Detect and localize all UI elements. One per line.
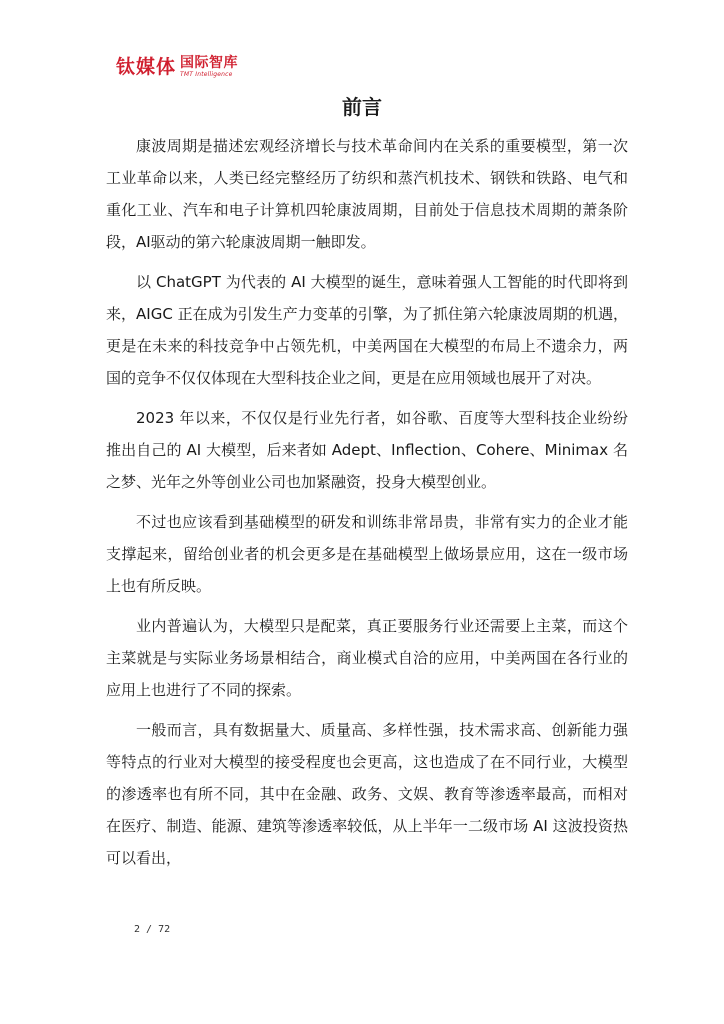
paragraph: 一般而言，具有数据量大、质量高、多样性强，技术需求高、创新能力强等特点的行业对大模型的接受程度也会更高，这也造成了在不同行业，大模型的渗透率也有所不同，其中在金融、政务、文娱、教育等渗透率最高，而相对在医疗、制造、能源、建筑等渗透率较低，从上半年一二级市场 AI 这波投资热可以看出， xyxy=(106,721,628,867)
paragraph: 业内普遍认为，大模型只是配菜，真正要服务行业还需要上主菜，而这个主菜就是与实际业务场景相结合，商业模式自洽的应用，中美两国在各行业的应用上也进行了不同的探索。 xyxy=(106,617,628,699)
logo xyxy=(116,56,238,78)
body-text xyxy=(106,130,628,882)
logo-english: TMT Intelligence xyxy=(180,71,233,78)
paragraph: 康波周期是描述宏观经济增长与技术革命间内在关系的重要模型，第一次工业革命以来，人类已经完整经历了纺织和蒸汽机技术、钢铁和铁路、电气和重化工业、汽车和电子计算机四轮康波周期，目前处于信息技术周期的萧条阶段，AI驱动的第六轮康波周期一触即发。 xyxy=(106,137,628,251)
paragraph: 不过也应该看到基础模型的研发和训练非常昂贵，非常有实力的企业才能支撑起来，留给创业者的机会更多是在基础模型上做场景应用，这在一级市场上也有所反映。 xyxy=(106,513,628,595)
page-title: 前言 xyxy=(342,95,382,119)
logo-brand: 钛媒体 xyxy=(116,56,177,78)
logo-subtitle: 国际智库 xyxy=(180,55,239,71)
page-number: 2 / 72 xyxy=(134,924,171,935)
paragraph: 2023 年以来，不仅仅是行业先行者，如谷歌、百度等大型科技企业纷纷推出自己的 AI 大模型，后来者如 Adept、Inflection、Cohere、Minimax 名之梦、光年之外等创业公司也加紧融资，投身大模型创业。 xyxy=(106,409,628,491)
logo-right xyxy=(180,56,238,78)
paragraph: 以 ChatGPT 为代表的 AI 大模型的诞生，意味着强人工智能的时代即将到来，AIGC 正在成为引发生产力变革的引擎，为了抓住第六轮康波周期的机遇，更是在未来的科技竞争中占领先机，中美两国在大模型的布局上不遗余力，两国的竞争不仅仅体现在大型科技企业之间，更是在应用领域也展开了对决。 xyxy=(106,273,628,387)
